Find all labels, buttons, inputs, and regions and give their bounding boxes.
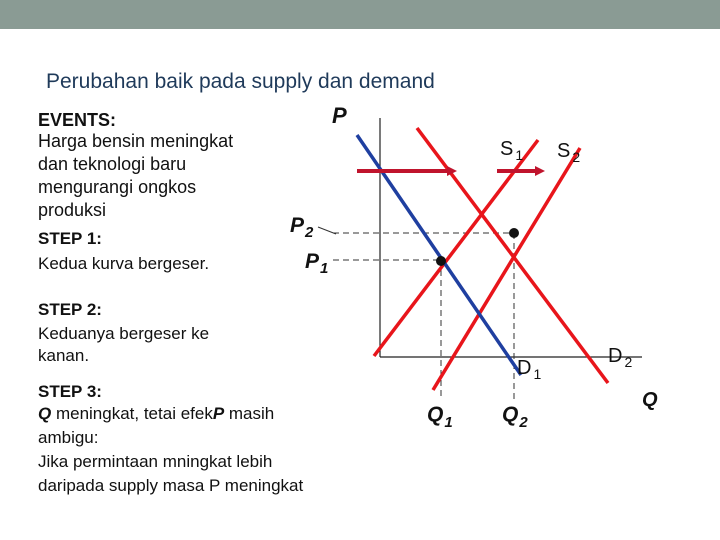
step1-text: Kedua kurva bergeser. <box>38 254 210 273</box>
events-line-4: produksi <box>38 200 107 220</box>
step3-line-2: ambigu: <box>38 428 99 447</box>
p2-label-sub: 2 <box>305 224 314 241</box>
equilibrium-point-1 <box>436 256 446 266</box>
d2-label <box>608 345 632 370</box>
q2-label-sub: 2 <box>519 414 528 431</box>
p2-leader-line <box>318 227 336 234</box>
events-line-1: Harga bensin meningkat <box>38 131 234 151</box>
step3-mid-text: meningkat, tetai efek <box>51 404 213 423</box>
step3-line-4: daripada supply masa P meningkat <box>38 476 304 495</box>
d2-label-sub: 2 <box>624 354 633 370</box>
d1-label-sub: 1 <box>533 366 542 382</box>
step1-heading: STEP 1: <box>38 229 102 248</box>
step2-heading: STEP 2: <box>38 300 102 319</box>
s2-label <box>557 140 580 165</box>
events-heading: EVENTS: <box>38 110 117 130</box>
step3-q-label: Q <box>38 404 52 423</box>
step3-p-label: P <box>212 404 225 423</box>
q1-label-main: Q <box>427 403 444 426</box>
events-line-2: dan teknologi baru <box>38 154 187 174</box>
step2-line-2: kanan. <box>38 346 90 365</box>
p2-label <box>290 214 314 241</box>
q1-label-sub: 1 <box>444 414 453 431</box>
price-axis-label: P <box>332 103 347 128</box>
quantity-axis-label: Q <box>642 389 658 411</box>
d2-label-main: D <box>608 345 623 367</box>
q1-label <box>427 403 453 431</box>
s1-label-main: S <box>500 138 514 160</box>
demand-curve-d2 <box>417 128 608 383</box>
step3-end-text: masih <box>224 404 275 423</box>
events-line-3: mengurangi ongkos <box>38 177 197 197</box>
s2-label-sub: 2 <box>572 149 581 165</box>
q2-label <box>502 403 528 431</box>
s1-label <box>500 138 523 163</box>
d1-label <box>517 357 541 382</box>
d1-label-main: D <box>517 357 532 379</box>
s2-label-main: S <box>557 140 571 162</box>
step3-heading: STEP 3: <box>38 382 102 401</box>
p1-label-main: P <box>305 250 320 273</box>
p2-label-main: P <box>290 214 305 237</box>
step2-line-1: Keduanya bergeser ke <box>38 324 210 343</box>
p1-label-sub: 1 <box>320 260 329 277</box>
equilibrium-point-2 <box>509 228 519 238</box>
p1-label <box>305 250 328 277</box>
q2-label-main: Q <box>502 403 519 426</box>
s1-label-sub: 1 <box>515 147 524 163</box>
step3-line-3: Jika permintaan mningkat lebih <box>38 452 273 471</box>
slide-title: Perubahan baik pada supply dan demand <box>46 70 435 93</box>
